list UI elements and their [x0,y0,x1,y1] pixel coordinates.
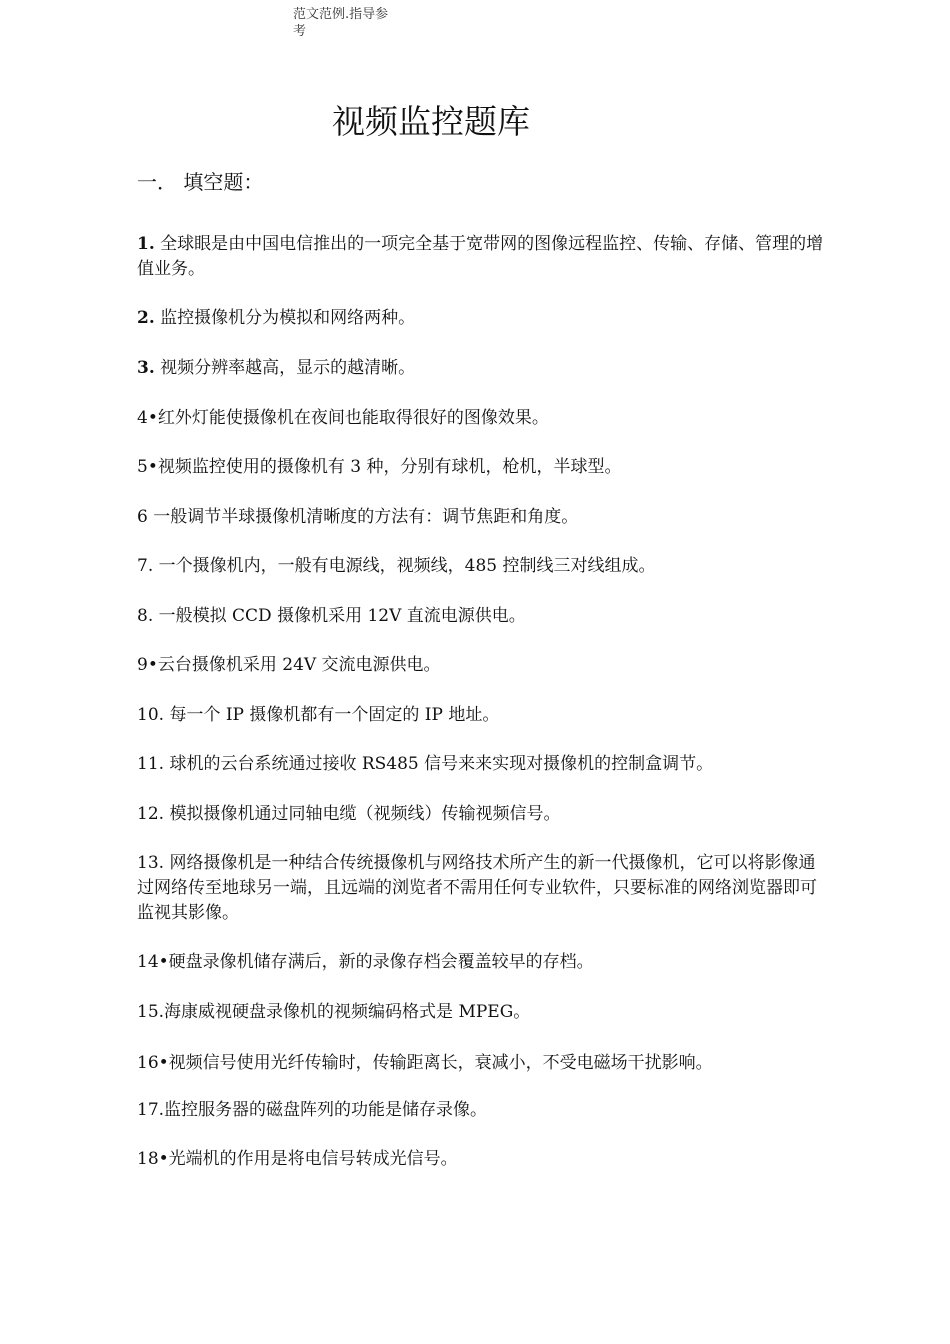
question-item [137,505,837,530]
question-item [137,703,837,728]
question-text: 全球眼是由中国电信推出的一项完全基于宽带网的图像远程监控、传输、存储、管理的增值业务。 [137,234,824,279]
header-note-line2: 考 [293,24,307,39]
question-item [137,455,837,480]
question-text: 11. 球机的云台系统通过接收 RS485 信号来来实现对摄像机的控制盒调节。 [137,754,714,774]
question-item [137,604,837,629]
question-text: 5•视频监控使用的摄像机有 3 种，分别有球机，枪机，半球型。 [137,457,622,477]
question-item [137,306,837,331]
document-title: 视频监控题库 [332,102,530,141]
question-item [137,851,817,926]
header-note [293,6,403,40]
question-text: 4•红外灯能使摄像机在夜间也能取得很好的图像效果。 [137,408,549,428]
question-text: 7. 一个摄像机内，一般有电源线，视频线，485 控制线三对线组成。 [137,556,656,576]
question-text: 10. 每一个 IP 摄像机都有一个固定的 IP 地址。 [137,705,500,725]
question-number: 3. [137,358,155,378]
header-note-line1: 范文范例.指导参 [293,7,389,22]
question-item [137,653,837,678]
question-item [137,232,827,282]
question-item [137,356,837,381]
question-text: 14•硬盘录像机储存满后，新的录像存档会覆盖较早的存档。 [137,952,594,972]
question-text: 13. 网络摄像机是一种结合传统摄像机与网络技术所产生的新一代摄像机，它可以将影像通过网络传至地球另一端，且远端的浏览者不需用任何专业软件，只要标准的网络浏览器即可监视其影像。 [137,853,817,923]
question-item [137,554,837,579]
question-text: 16•视频信号使用光纤传输时，传输距离长，衰减小，不受电磁场干扰影响。 [137,1053,713,1073]
question-item [137,406,837,431]
question-item [137,1051,837,1076]
question-text: 17.监控服务器的磁盘阵列的功能是储存录像。 [137,1100,488,1120]
question-text: 8. 一般模拟 CCD 摄像机采用 12V 直流电源供电。 [137,606,526,626]
question-item [137,1147,837,1172]
question-text: 9•云台摄像机采用 24V 交流电源供电。 [137,655,441,675]
section-heading: 一． 填空题： [137,170,264,194]
fill-in-question-list [137,232,837,1172]
question-item [137,1098,837,1123]
question-text: 12. 模拟摄像机通过同轴电缆（视频线）传输视频信号。 [137,804,561,824]
question-item [137,1000,837,1025]
question-item [137,950,837,975]
question-item [137,752,837,777]
question-text: 监控摄像机分为模拟和网络两种。 [154,308,416,328]
question-text: 15.海康威视硬盘录像机的视频编码格式是 MPEG。 [137,1002,531,1022]
question-number: 1. [137,234,155,254]
question-text: 视频分辨率越高，显示的越清晰。 [154,358,416,378]
question-number: 2. [137,308,155,328]
question-text: 18•光端机的作用是将电信号转成光信号。 [137,1149,458,1169]
question-item [137,802,837,827]
question-text: 6 一般调节半球摄像机清晰度的方法有：调节焦距和角度。 [137,507,579,527]
